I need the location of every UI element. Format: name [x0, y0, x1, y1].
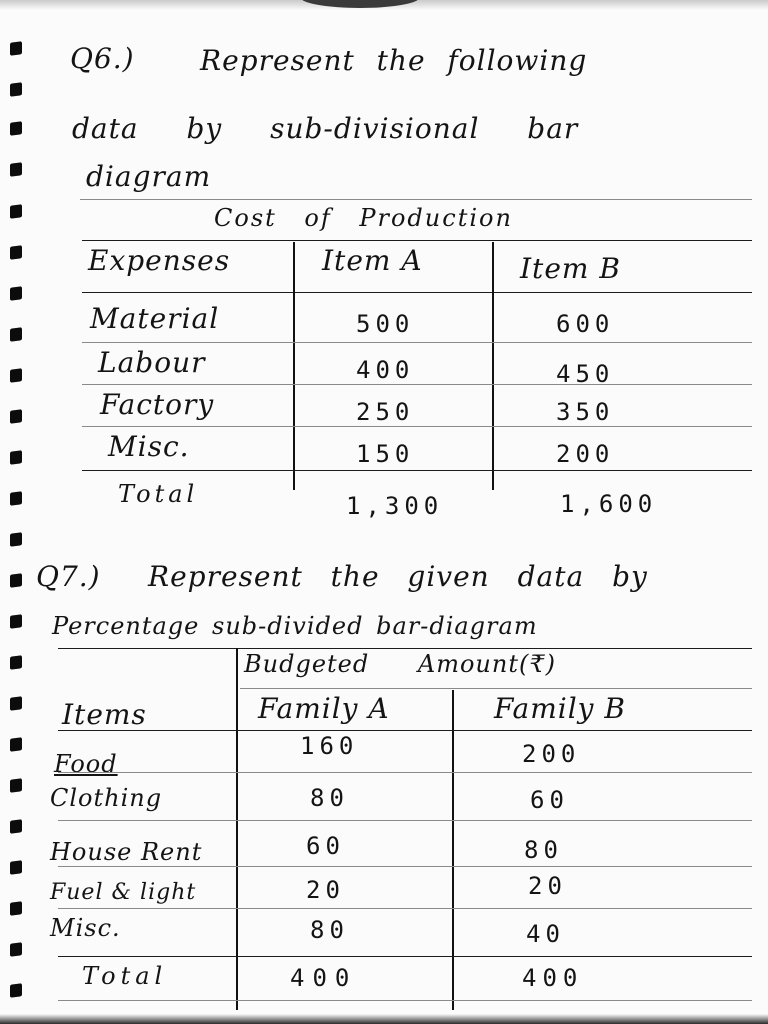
q6-total-label: Total: [118, 480, 199, 508]
q7-row-fuel-light-name: Fuel & light: [50, 880, 197, 905]
binding-hole: [10, 573, 22, 588]
binding-hole: [10, 121, 22, 136]
binding-hole: [10, 778, 22, 793]
q7-header-rule: [58, 730, 752, 731]
binding-hole: [10, 245, 22, 260]
q6-table-title: Cost of Production: [214, 204, 513, 232]
binding-hole: [10, 532, 22, 547]
page-bottom-edge: [0, 1014, 768, 1024]
binding-hole: [10, 737, 22, 752]
q6-row-factory-item-b: 350: [556, 398, 615, 426]
q6-question-line-2: data by sub-divisional bar: [72, 112, 579, 145]
notebook-rule: [58, 866, 752, 867]
q6-row-labour-name: Labour: [98, 346, 206, 379]
q7-label: Q7.): [36, 560, 101, 593]
q7-row-misc-family-b: 40: [526, 920, 565, 948]
q6-header-item-a: Item A: [322, 244, 423, 277]
q7-table-title: Budgeted Amount(₹): [244, 650, 556, 678]
q7-row-misc-name: Misc.: [50, 914, 121, 942]
notebook-rule: [58, 772, 752, 773]
notebook-rule: [82, 384, 752, 385]
binding-hole: [10, 983, 22, 998]
q6-row-labour-item-a: 400: [356, 356, 415, 384]
notebook-rule: [80, 199, 752, 200]
q7-column-divider: [452, 690, 454, 1010]
q7-header-family-b: Family B: [494, 692, 626, 725]
q7-row-food-name: Food: [54, 750, 118, 778]
q6-question-line-1: Represent the following: [200, 44, 588, 77]
q7-total-family-a: 400: [290, 964, 358, 992]
q6-question-line-3: diagram: [86, 160, 212, 193]
binding-hole: [10, 942, 22, 957]
binding-hole: [10, 901, 22, 916]
q6-row-material-name: Material: [90, 302, 220, 335]
q6-column-divider: [293, 242, 295, 490]
q6-row-misc-item-a: 150: [356, 440, 415, 468]
q6-row-labour-item-b: 450: [556, 360, 615, 388]
q6-row-factory-item-a: 250: [356, 398, 415, 426]
binding-hole: [10, 327, 22, 342]
q6-row-misc-name: Misc.: [108, 430, 190, 463]
q7-row-fuel-light-family-b: 20: [528, 872, 567, 900]
q7-header-items: Items: [62, 698, 147, 731]
q7-row-misc-family-a: 80: [310, 916, 349, 944]
q7-total-family-b: 400: [522, 964, 584, 992]
q7-row-clothing-family-a: 80: [310, 784, 349, 812]
binding-hole: [10, 286, 22, 301]
q6-header-expenses: Expenses: [88, 244, 231, 277]
q6-row-misc-item-b: 200: [556, 440, 615, 468]
q6-total-item-b: 1,600: [560, 490, 658, 518]
q6-column-divider: [492, 242, 494, 490]
binding-hole: [10, 614, 22, 629]
notebook-rule: [82, 342, 752, 343]
q7-row-house-rent-family-a: 60: [306, 832, 345, 860]
binding-hole: [10, 368, 22, 383]
notebook-rule: [58, 908, 752, 909]
q7-table-top-rule: [58, 648, 752, 649]
binding-holes: [10, 0, 26, 1024]
q7-row-clothing-family-b: 60: [530, 786, 569, 814]
q6-row-material-item-a: 500: [356, 310, 415, 338]
q6-row-material-item-b: 600: [556, 310, 615, 338]
binding-hole: [10, 409, 22, 424]
q6-header-rule: [82, 292, 752, 293]
q7-row-fuel-light-family-a: 20: [306, 876, 345, 904]
q6-label: Q6.): [70, 42, 135, 75]
binding-hole: [10, 82, 22, 97]
binding-hole: [10, 162, 22, 177]
q7-question-line-2: Percentage sub-divided bar-diagram: [52, 612, 538, 640]
binding-hole: [10, 696, 22, 711]
q6-table-top-rule: [82, 240, 752, 241]
q7-header-family-a: Family A: [258, 692, 390, 725]
q7-row-house-rent-family-b: 80: [524, 836, 563, 864]
binding-hole: [10, 819, 22, 834]
notebook-rule: [58, 1000, 752, 1001]
q7-question-line-1: Represent the given data by: [148, 560, 648, 593]
binding-hole: [10, 204, 22, 219]
q7-row-food-family-a: 160: [300, 732, 359, 760]
q6-row-factory-name: Factory: [100, 388, 215, 421]
q7-total-label: Total: [82, 962, 168, 990]
binding-hole: [10, 491, 22, 506]
q7-row-food-family-b: 200: [522, 740, 581, 768]
q6-header-item-b: Item B: [520, 252, 621, 285]
q6-total-rule: [82, 470, 752, 471]
binding-hole: [10, 450, 22, 465]
binding-hole: [10, 655, 22, 670]
q7-row-clothing-name: Clothing: [50, 784, 163, 812]
q7-row-house-rent-name: House Rent: [50, 838, 203, 866]
binding-hole: [10, 41, 22, 56]
notebook-rule: [240, 688, 752, 689]
q7-total-rule: [58, 956, 752, 957]
q6-total-item-a: 1,300: [346, 492, 444, 520]
notebook-rule: [82, 426, 752, 427]
binding-hole: [10, 860, 22, 875]
notebook-rule: [58, 820, 752, 821]
